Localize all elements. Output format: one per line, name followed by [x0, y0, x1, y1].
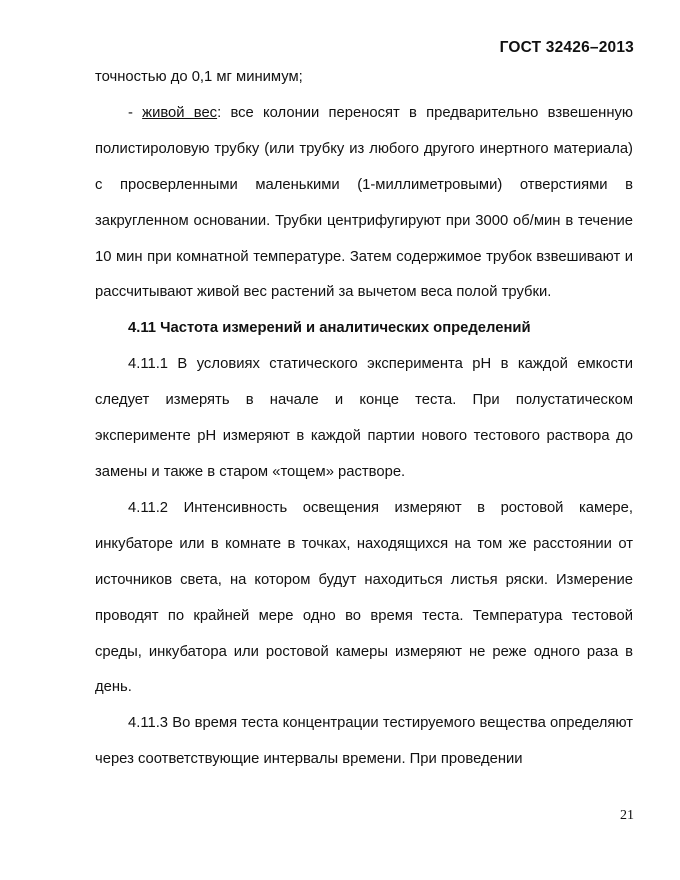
paragraph-4-11-1: 4.11.1 В условиях статического эксперимента pH в каждой емкости следует измерять в начале и конце теста. При полустатическом эксперименте pH измеряют в каждой партии нового тестового раствора до замены и также в старом «тощем» растворе.	[95, 356, 633, 480]
term-live-weight: живой вес	[142, 104, 218, 121]
list-dash: -	[128, 104, 143, 121]
paragraph-continuation: точностью до 0,1 мг минимум;	[95, 69, 303, 85]
paragraph-live-weight	[95, 96, 633, 311]
paragraph-live-weight-text: : все колонии переносят в предварительно взвешенную полистироловую трубку (или трубку из любого другого инертного материала) с просверленными маленькими (1-миллиметровыми) отверстиями в закругленном основании. Трубки центрифугируют при 3000 об/мин в течение 10 мин при комнатной температуре. Затем содержимое трубок взвешивают и рассчитывают живой вес растений за вычетом веса полой трубки.	[95, 104, 633, 301]
document-body	[95, 60, 633, 778]
paragraph-4-11-3: 4.11.3 Во время теста концентрации тестируемого вещества определяют через соответствующие интервалы времени. При проведении	[95, 715, 633, 768]
page-number: 21	[620, 808, 634, 823]
section-heading-4-11: 4.11 Частота измерений и аналитических определений	[128, 320, 531, 337]
document-standard-number: ГОСТ 32426–2013	[499, 39, 634, 56]
paragraph-4-11-2: 4.11.2 Интенсивность освещения измеряют в ростовой камере, инкубаторе или в комнате в точках, находящихся на том же расстоянии от источников света, на котором будут находиться листья ряски. Измерение проводят по крайней мере одно во время теста. Температура тестовой среды, инкубатора или ростовой камеры измеряют не реже одного раза в день.	[95, 499, 633, 696]
